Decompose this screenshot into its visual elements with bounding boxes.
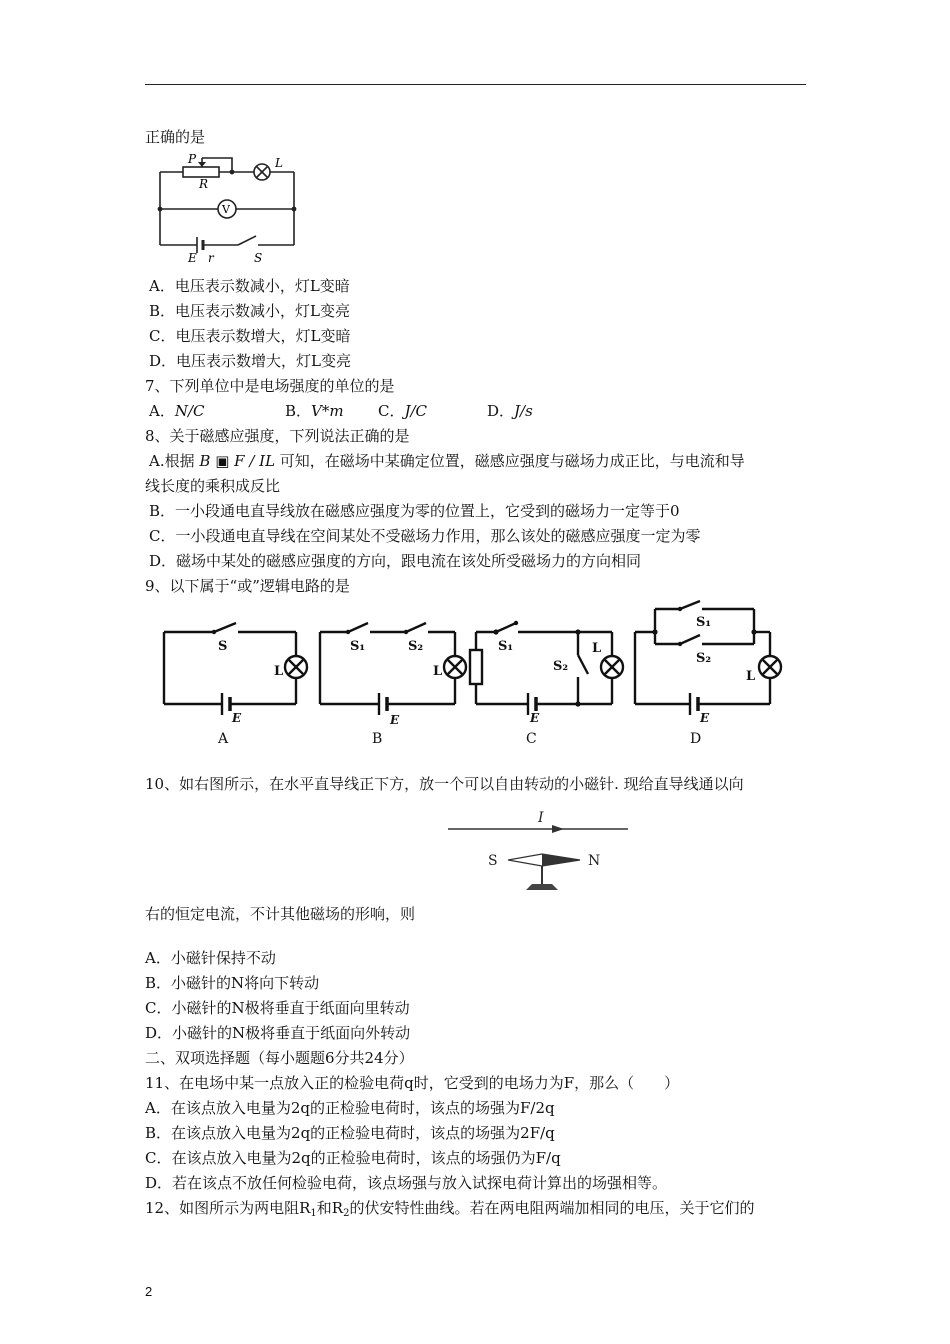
q6-label-voltmeter: V [222, 203, 230, 216]
q9-b-s2-label: S₂ [408, 639, 424, 654]
q7-c-value: J/C [404, 402, 428, 420]
q6-tail: 正确的是 [145, 128, 206, 146]
q10-north-label: N [588, 853, 601, 869]
q10-option-c: C．小磁针的N极将垂直于纸面向里转动 [145, 999, 410, 1017]
q6-option-a: A．电压表示数减小，灯L变暗 [149, 277, 350, 295]
q9-stem: 9、以下属于“或”逻辑电路的是 [145, 577, 350, 595]
q11-option-d: D．若在该点不放任何检验电荷，该点场强与放入试探电荷计算出的场强相等。 [145, 1174, 668, 1192]
q7-b-label: B． [285, 402, 312, 420]
q9-d-battery-label: E [700, 711, 710, 725]
q10-south-label: S [488, 853, 498, 869]
q6-option-c: C．电压表示数增大，灯L变暗 [149, 327, 351, 345]
q6-label-p: P [188, 152, 197, 166]
q10-current-label: I [538, 810, 544, 826]
q12-sub2: 2 [343, 1208, 350, 1219]
q7-a-value: N/C [174, 402, 205, 420]
q9-d-s2-label: S₂ [696, 651, 712, 666]
q8-option-b: B．一小段通电直导线放在磁感应强度为零的位置上，它受到的磁场力一定等于0 [149, 502, 680, 520]
q10-option-a: A．小磁针保持不动 [145, 949, 276, 967]
q7-b-value: V*m [311, 402, 344, 420]
q6-label-switch: S [254, 251, 263, 265]
q8-a-prefix: A.根据 [149, 452, 200, 470]
q8-a-formula-b: B [199, 452, 211, 470]
q8-option-c: C．一小段通电直导线在空间某处不受磁场力作用，那么该处的磁感应强度一定为零 [149, 527, 701, 545]
q8-option-d: D．磁场中某处的磁感应强度的方向，跟电流在该处所受磁场力的方向相同 [149, 552, 642, 570]
q7-d [487, 401, 533, 421]
q9-a-label: A [218, 731, 229, 747]
q7-stem: 7、下列单位中是电场强度的单位的是 [145, 377, 395, 395]
q9-c-battery-label: E [530, 711, 540, 725]
q7-c-label: C． [378, 402, 405, 420]
section-2-heading: 二、双项选择题（每小题题6分共24分） [145, 1049, 414, 1067]
q8-a-formula-symbol: ▣ [215, 452, 230, 470]
page-number: 2 [145, 1284, 153, 1299]
q10-option-d: D．小磁针的N极将垂直于纸面向外转动 [145, 1024, 411, 1042]
q9-d-label: D [690, 731, 702, 747]
q11-option-a: A．在该点放入电量为2q的正检验电荷时，该点的场强为F/2q [145, 1099, 555, 1117]
header-rule [145, 84, 806, 85]
q12-stem [145, 1198, 754, 1224]
q7-a-label: A． [149, 402, 175, 420]
q7-d-label: D． [487, 402, 515, 420]
q6-circuit-figure [150, 150, 310, 265]
q9-a-lamp-label: L [274, 664, 284, 679]
q10-stem: 10、如右图所示，在水平直导线正下方，放一个可以自由转动的小磁针. 现给直导线通以向 [145, 775, 744, 793]
q8-a-formula-rest: F / IL [229, 452, 276, 470]
q6-option-b: B．电压表示数减小，灯L变亮 [149, 302, 350, 320]
q10-compass-figure [440, 808, 640, 898]
q12-pre: 12、如图所示为两电阻R [145, 1199, 311, 1217]
q12-sub1: 1 [310, 1208, 317, 1219]
q10-stem-continued: 右的恒定电流，不计其他磁场的形响，则 [145, 905, 416, 923]
q9-b-label: B [372, 731, 383, 747]
q9-d-s1-label: S₁ [696, 615, 712, 630]
q9-d-lamp-label: L [746, 669, 756, 684]
q7-options [149, 401, 533, 421]
q11-stem: 11、在电场中某一点放入正的检验电荷q时，它受到的电场力为F，那么（ ） [145, 1074, 680, 1092]
q7-b [285, 401, 344, 421]
q11-option-b: B．在该点放入电量为2q的正检验电荷时，该点的场强为2F/q [145, 1124, 555, 1142]
q8-option-a-line1 [149, 451, 745, 471]
q8-a-suffix: 可知，在磁场中某确定位置，磁感应强度与磁场力成正比，与电流和导 [275, 452, 745, 470]
q9-a-switch-label: S [218, 639, 228, 654]
current-arrow-icon [552, 825, 564, 833]
q9-b-lamp-label: L [433, 664, 443, 679]
q9-c-s2-label: S₂ [553, 659, 569, 674]
q6-label-e: E [188, 251, 197, 265]
q7-c [378, 401, 427, 421]
q10-option-b: B．小磁针的N将向下转动 [145, 974, 320, 992]
q12-post: 的伏安特性曲线。若在两电阻两端加相同的电压，关于它们的 [349, 1199, 755, 1217]
q9-a-battery-label: E [232, 711, 242, 725]
q8-option-a-line2: 线长度的乘积成反比 [145, 477, 281, 495]
q9-b-s1-label: S₁ [350, 639, 366, 654]
q6-option-d: D．电压表示数增大，灯L变亮 [149, 352, 351, 370]
q12-mid: 和R [316, 1199, 344, 1217]
compass-needle-icon [542, 854, 580, 866]
q9-c-s1-label: S₁ [498, 639, 514, 654]
q8-stem: 8、关于磁感应强度，下列说法正确的是 [145, 427, 410, 445]
q6-label-lamp: L [275, 156, 283, 170]
q9-circuits-figure [150, 600, 800, 750]
q9-c-lamp-label: L [592, 641, 602, 656]
q9-c-label: C [526, 731, 537, 747]
q9-b-battery-label: E [390, 713, 400, 727]
q6-label-r-internal: r [208, 251, 214, 265]
q6-label-r-resistor: R [199, 177, 209, 191]
q7-d-value: J/s [514, 402, 533, 420]
q11-option-c: C．在该点放入电量为2q的正检验电荷时，该点的场强仍为F/q [145, 1149, 561, 1167]
